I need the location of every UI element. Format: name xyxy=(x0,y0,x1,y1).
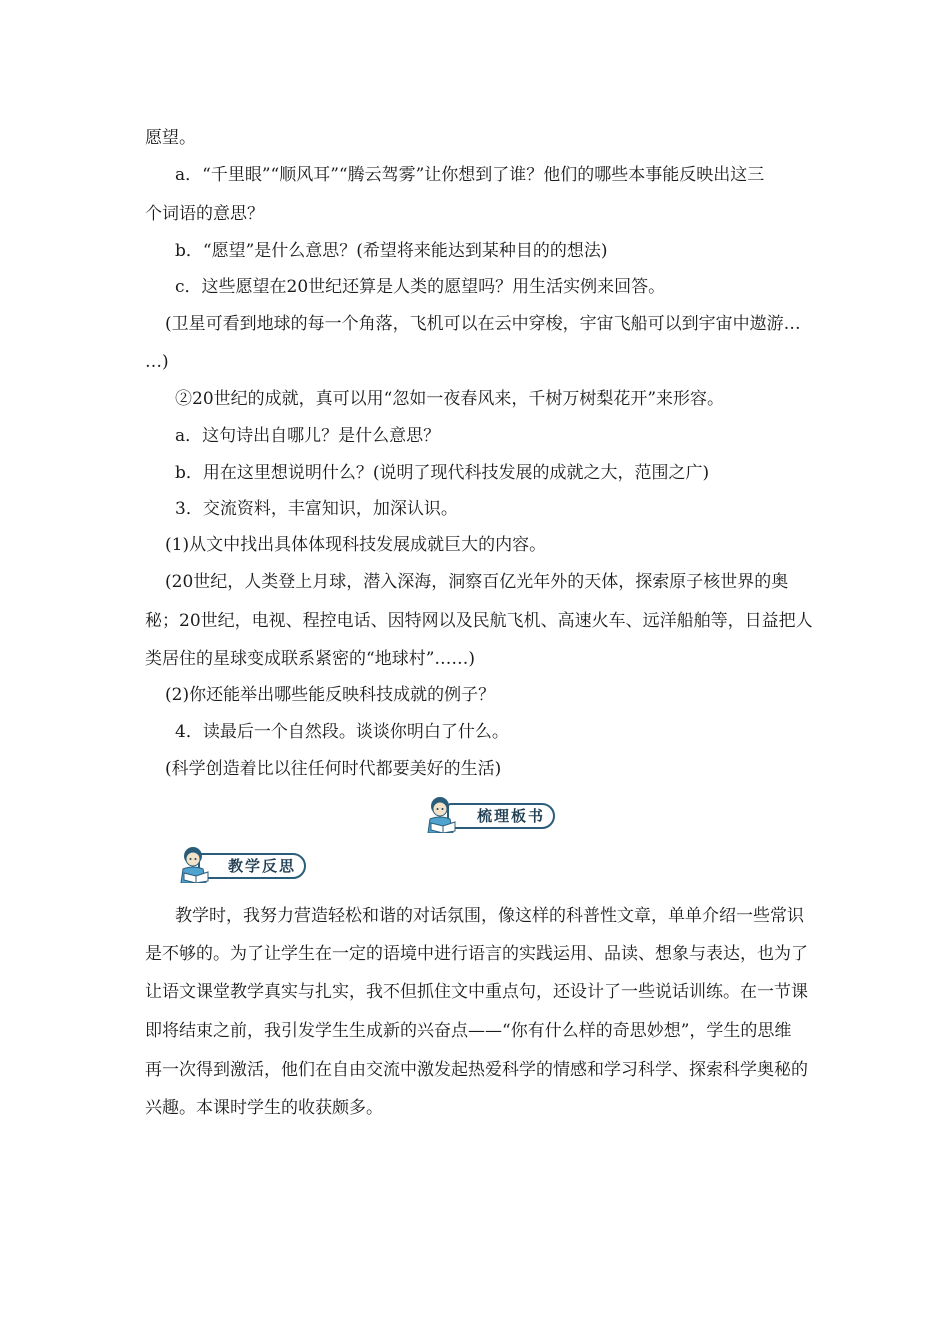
text-line: (卫星可看到地球的每一个角落，飞机可以在云中穿梭，宇宙飞船可以到宇宙中遨游… xyxy=(165,314,801,334)
text-line: (科学创造着比以往任何时代都要美好的生活) xyxy=(165,759,502,779)
text-line: 3．交流资料，丰富知识，加深认识。 xyxy=(175,499,458,519)
text-line: …) xyxy=(145,352,169,372)
reflection-line: 让语文课堂教学真实与扎实，我不但抓住文中重点句，还设计了一些说话训练。在一节课 xyxy=(145,982,808,1002)
text-line: c．这些愿望在20世纪还算是人类的愿望吗？用生活实例来回答。 xyxy=(175,277,666,297)
section-heading-board xyxy=(425,795,555,833)
section-heading-label: 梳理板书 xyxy=(447,803,555,829)
section-heading-reflection xyxy=(178,845,306,883)
text-line: a．“千里眼”“顺风耳”“腾云驾雾”让你想到了谁？他们的哪些本事能反映出这三 xyxy=(175,165,765,185)
reflection-line: 再一次得到激活，他们在自由交流中激发起热爱科学的情感和学习科学、探索科学奥秘的 xyxy=(145,1060,808,1080)
text-line: b．用在这里想说明什么？(说明了现代科技发展的成就之大，范围之广) xyxy=(175,463,710,483)
text-line: 4．读最后一个自然段。谈谈你明白了什么。 xyxy=(175,722,509,742)
student-reading-icon xyxy=(425,795,459,833)
text-line: 类居住的星球变成联系紧密的“地球村”……) xyxy=(145,649,476,669)
text-line: (1)从文中找出具体体现科技发展成就巨大的内容。 xyxy=(165,535,547,555)
text-line: a．这句诗出自哪儿？是什么意思？ xyxy=(175,426,441,446)
reflection-line: 兴趣。本课时学生的收获颇多。 xyxy=(145,1098,383,1118)
text-line: (2)你还能举出哪些能反映科技成就的例子？ xyxy=(165,685,496,705)
reflection-line: 教学时，我努力营造轻松和谐的对话氛围，像这样的科普性文章，单单介绍一些常识 xyxy=(175,906,804,926)
text-line: 秘；20世纪，电视、程控电话、因特网以及民航飞机、高速火车、远洋船舶等，日益把人 xyxy=(145,611,813,631)
section-heading-label: 教学反思 xyxy=(198,853,306,879)
reflection-line: 即将结束之前，我引发学生生成新的兴奋点——“你有什么样的奇思妙想”，学生的思维 xyxy=(145,1021,792,1041)
reflection-line: 是不够的。为了让学生在一定的语境中进行语言的实践运用、品读、想象与表达，也为了 xyxy=(145,944,808,964)
student-reading-icon xyxy=(178,845,212,883)
text-line: 愿望。 xyxy=(145,128,196,148)
text-line: b．“愿望”是什么意思？(希望将来能达到某种目的的想法) xyxy=(175,241,608,261)
text-line: 个词语的意思？ xyxy=(145,204,264,224)
text-line: (20世纪，人类登上月球，潜入深海，洞察百亿光年外的天体，探索原子核世界的奥 xyxy=(165,572,789,592)
text-line: ②20世纪的成就，真可以用“忽如一夜春风来，千树万树梨花开”来形容。 xyxy=(175,389,725,409)
